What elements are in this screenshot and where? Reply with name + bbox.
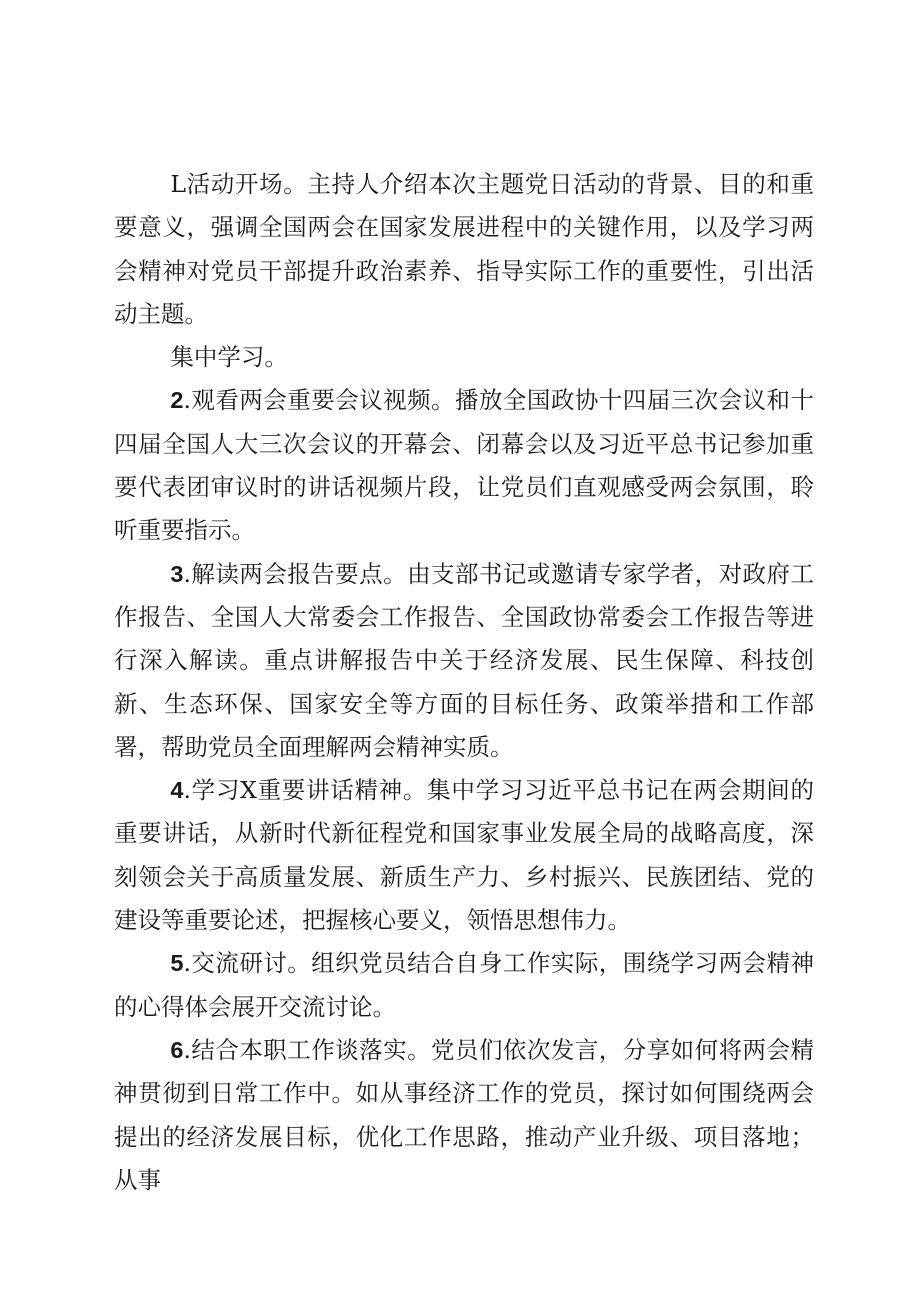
paragraph-text: .学习X重要讲话精神。集中学习习近平总书记在两会期间的重要讲话，从新时代新征程党和国家事业发展全局的战略高度，深刻领会关于高质量发展、新质生产力、乡村振兴、民族团结、党的建设等重要论述，把握核心要义，领悟思想伟力。 xyxy=(114,776,814,935)
paragraph-text: .观看两会重要会议视频。播放全国政协十四届三次会议和十四届全国人大三次会议的开幕会、闭幕会以及习近平总书记参加重要代表团审议时的讲话视频片段，让党员们直观感受两会氛围，聆听重要指示。 xyxy=(114,386,814,545)
paragraph-text: .解读两会报告要点。由支部书记或邀请专家学者，对政府工作报告、全国人大常委会工作报告、全国政协常委会工作报告等进行深入解读。重点讲解报告中关于经济发展、民生保障、科技创新、生态环保、国家安全等方面的目标任务、政策举措和工作部署，帮助党员全面理解两会精神实质。 xyxy=(114,559,814,761)
paragraph-text: .结合本职工作谈落实。党员们依次发言，分享如何将两会精神贯彻到日常工作中。如从事经济工作的党员，探讨如何围绕两会提出的经济发展目标，优化工作思路，推动产业升级、项目落地；从事 xyxy=(114,1035,814,1194)
paragraph-item-6 xyxy=(114,1029,814,1202)
item-number: 6 xyxy=(170,1036,184,1063)
item-number: 3 xyxy=(170,560,184,587)
item-number: 5 xyxy=(170,950,184,977)
paragraph-item-5 xyxy=(114,942,814,1029)
paragraph-text: 集中学习。 xyxy=(170,343,288,372)
item-number: 4 xyxy=(170,777,184,804)
paragraph-text: L活动开场。主持人介绍本次主题党日活动的背景、目的和重要意义，强调全国两会在国家发展进程中的关键作用，以及学习两会精神对党员干部提升政治素养、指导实际工作的重要性，引出活动主题。 xyxy=(114,170,814,328)
paragraph-activity-opening xyxy=(114,163,814,336)
paragraph-item-3 xyxy=(114,553,814,769)
paragraph-item-4 xyxy=(114,769,814,942)
paragraph-text: .交流研讨。组织党员结合自身工作实际，围绕学习两会精神的心得体会展开交流讨论。 xyxy=(114,949,814,1021)
document-body xyxy=(114,163,814,1202)
item-number: 2 xyxy=(170,387,184,414)
paragraph-centralized-study xyxy=(114,336,814,379)
paragraph-item-2 xyxy=(114,379,814,552)
